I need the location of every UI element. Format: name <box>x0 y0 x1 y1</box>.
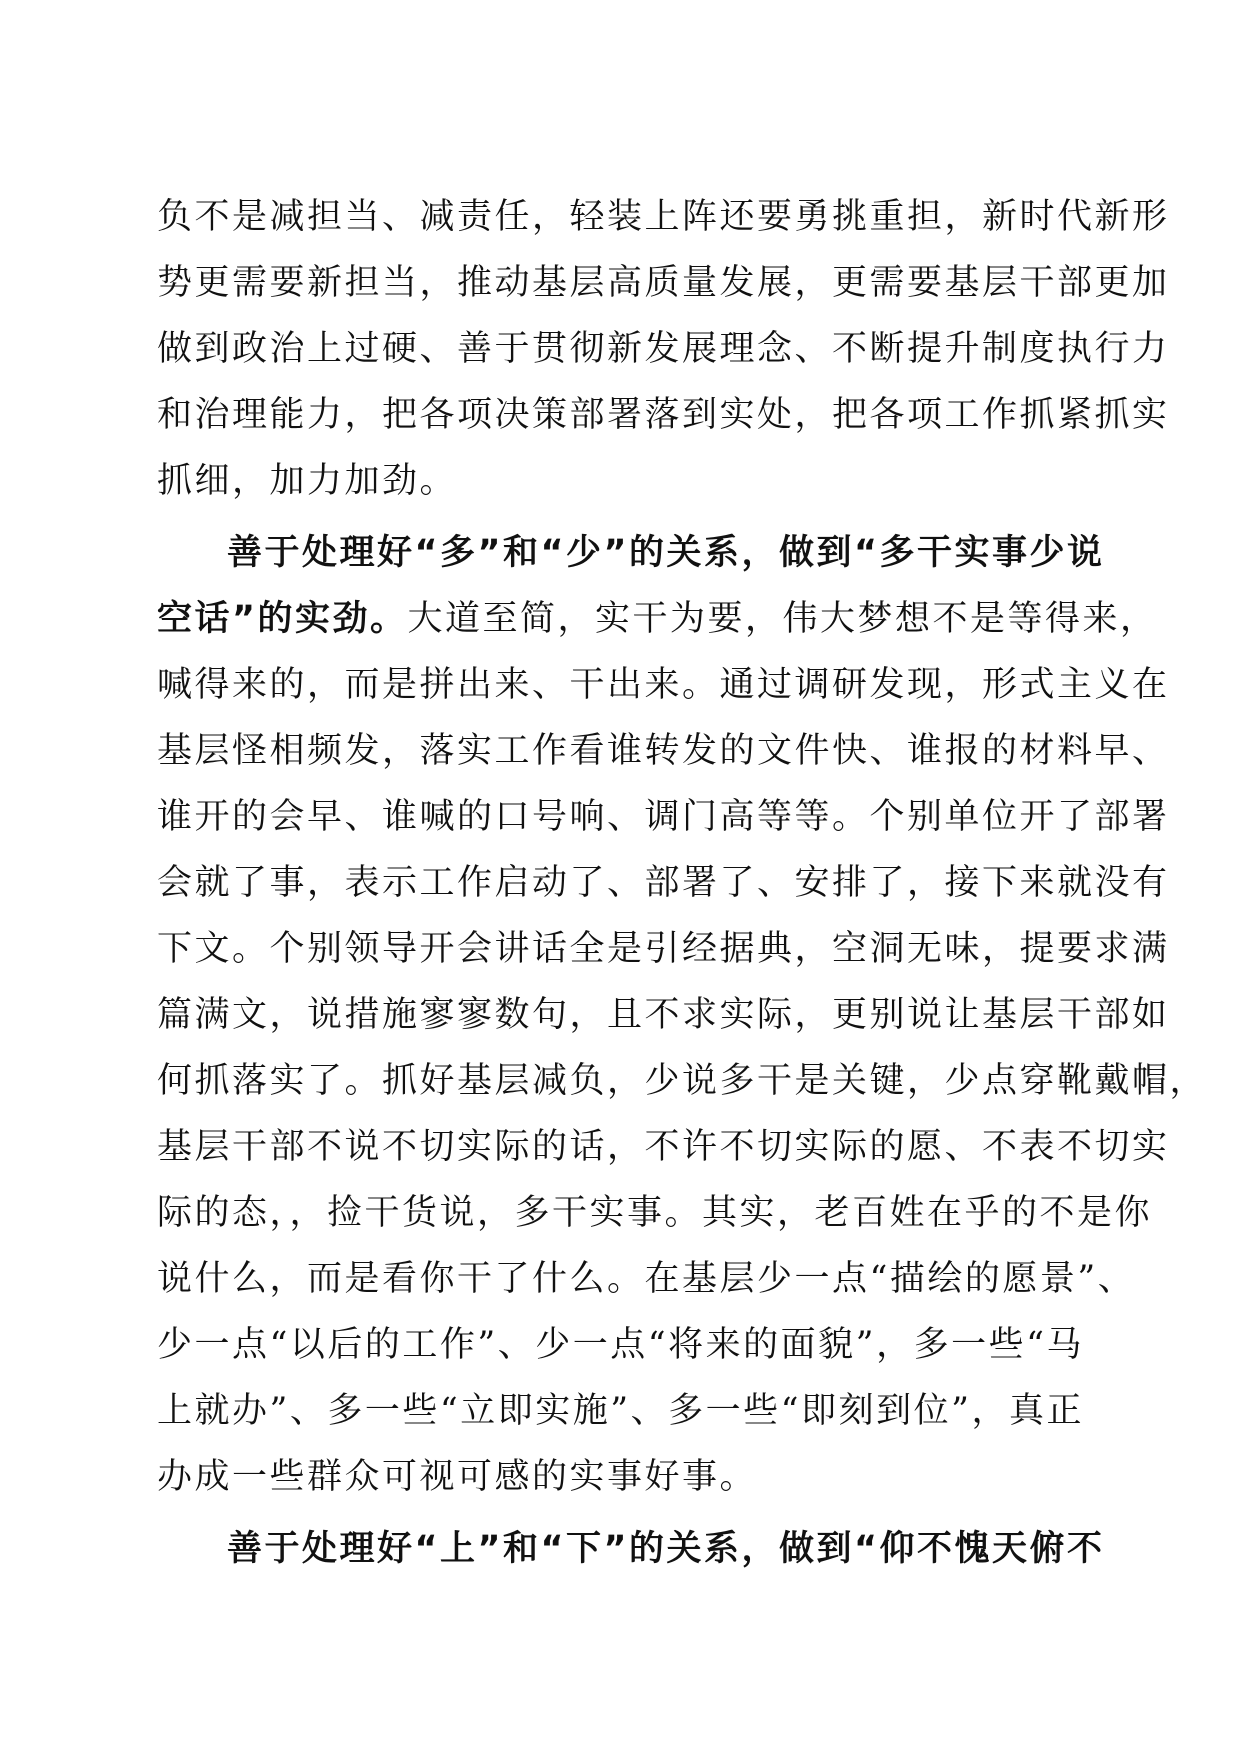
text-line: 喊得来的，而是拼出来、干出来。通过调研发现，形式主义在 <box>157 665 1170 705</box>
paragraph-heading: 善于处理好“多”和“少”的关系，做到“多干实事少说 <box>227 533 1105 573</box>
text-line: 际的态，，捡干货说，多干实事。其实，老百姓在乎的不是你 <box>157 1193 1153 1233</box>
text-line: 基层干部不说不切实际的话，不许不切实际的愿、不表不切实 <box>157 1127 1170 1167</box>
text-line: 篇满文，说措施寥寥数句，且不求实际，更别说让基层干部如 <box>157 995 1170 1035</box>
text-line <box>157 520 1105 586</box>
text-line: 负不是减担当、减责任，轻装上阵还要勇挑重担，新时代新形 <box>157 197 1170 237</box>
text-line: 和治理能力，把各项决策部署落到实处，把各项工作抓紧抓实 <box>157 395 1170 435</box>
text-line: 做到政治上过硬、善于贯彻新发展理念、不断提升制度执行力 <box>157 329 1170 369</box>
paragraph <box>157 520 1208 1510</box>
text-line: 何抓落实了。抓好基层减负，少说多干是关键，少点穿靴戴帽， <box>157 1061 1208 1101</box>
paragraph <box>157 1516 1105 1582</box>
text-line: 基层怪相频发，落实工作看谁转发的文件快、谁报的材料早、 <box>157 731 1170 771</box>
text-line: 会就了事，表示工作启动了、部署了、安排了，接下来就没有 <box>157 863 1170 903</box>
paragraph-heading: 善于处理好“上”和“下”的关系，做到“仰不愧天俯不 <box>227 1529 1105 1569</box>
text-line: 势更需要新担当，推动基层高质量发展，更需要基层干部更加 <box>157 263 1170 303</box>
paragraph-heading: 空话”的实劲。 <box>157 599 408 639</box>
text-line: 上就办”、多一些“立即实施”、多一些“即刻到位”，真正 <box>157 1391 1084 1431</box>
text-line <box>157 1516 1105 1582</box>
text-line: 谁开的会早、谁喊的口号响、调门高等等。个别单位开了部署 <box>157 797 1170 837</box>
text-line: 抓细，加力加劲。 <box>157 461 458 501</box>
document-body <box>157 184 1208 1582</box>
text-line: 下文。个别领导开会讲话全是引经据典，空洞无味，提要求满 <box>157 929 1170 969</box>
text-line: 说什么，而是看你干了什么。在基层少一点“描绘的愿景”、 <box>157 1259 1136 1299</box>
paragraph <box>157 184 1170 514</box>
text-line: 办成一些群众可视可感的实事好事。 <box>157 1457 758 1497</box>
text-line: 空话”的实劲。大道至简，实干为要，伟大梦想不是等得来， <box>157 599 1158 639</box>
text-line: 少一点“以后的工作”、少一点“将来的面貌”，多一些“马 <box>157 1325 1084 1365</box>
